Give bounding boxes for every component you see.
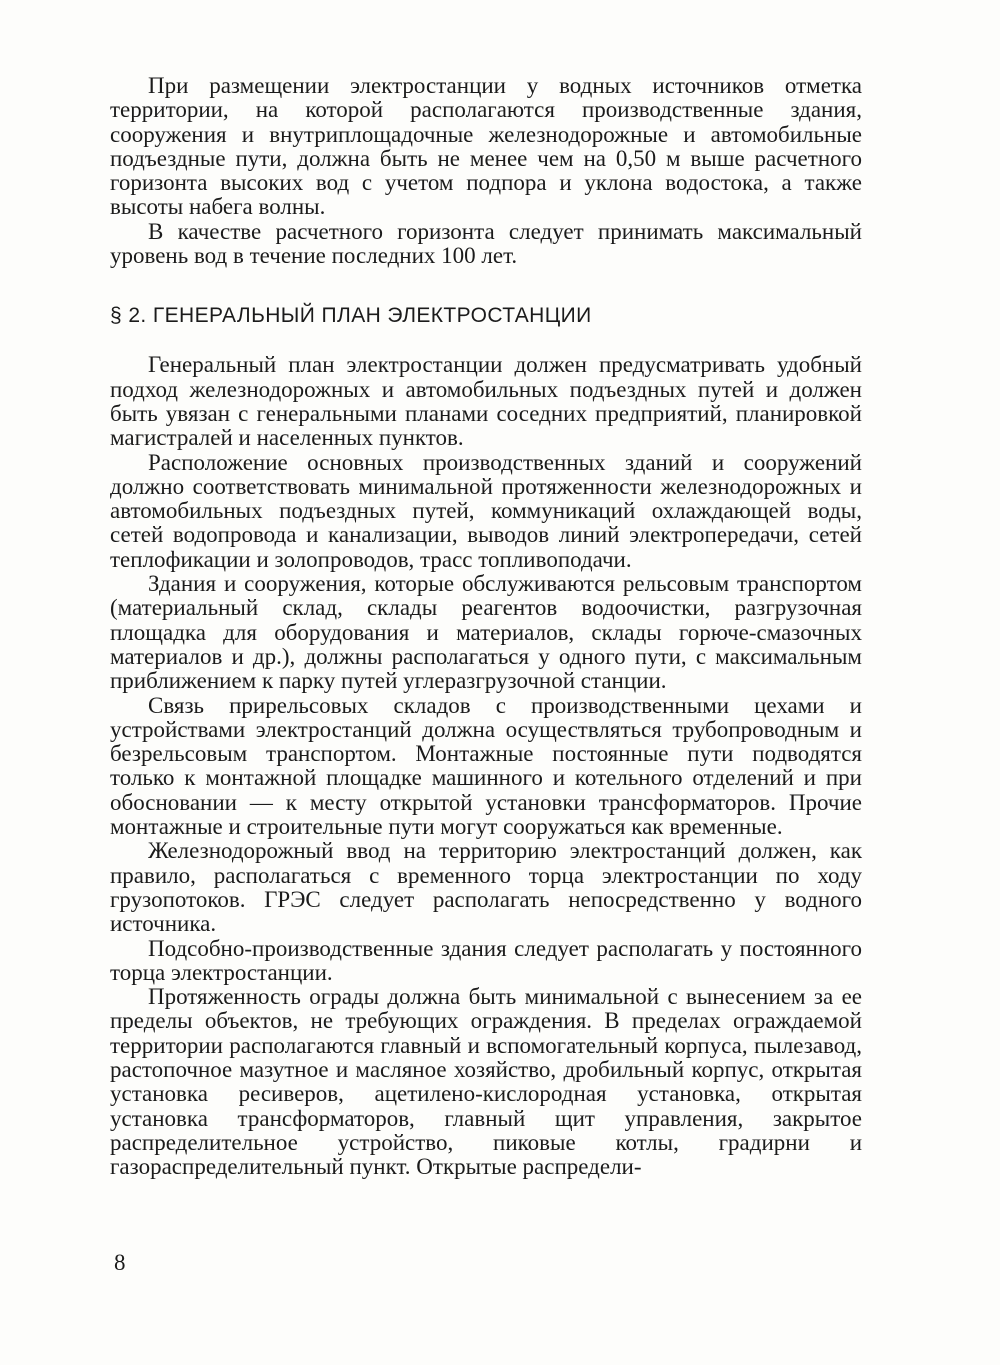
paragraph-auxiliary-buildings: Подсобно-производственные здания следует располагать у постоянного торца электростанции. [110, 935, 862, 985]
page-number: 8 [114, 1250, 126, 1275]
paragraph-general-plan: Генеральный план электростанции должен предусматривать удобный подход железнодорожных и автомобильных подъездных путей и должен быть увязан с генеральными планами соседних предприятий, планировкой магистралей и населенных пунктов. [110, 352, 862, 451]
paragraph-warehouse-connection: Связь прирельсовых складов с производственными цехами и устройствами электростанций должна осуществляться трубопроводным и безрельсовым транспортом. Монтажные постоянные пути подводятся только к монтажной площадке машинного и котельного отделений и при обосновании — к месту открытой установки трансформаторов. Прочие монтажные и строительные пути могут сооружаться как временные. [110, 692, 862, 840]
paragraph-rail-served-buildings: Здания и сооружения, которые обслуживаются рельсовым транспортом (материальный склад, склады реагентов водоочистки, разгрузочная площадка для оборудования и материалов, склады горюче-смазочных материалов и др.), должны располагаться у одного пути, с максимальным приближением к парку путей углеразгрузочной станции. [110, 571, 862, 694]
text-column [110, 74, 862, 1179]
paragraph-railway-entry: Железнодорожный ввод на территорию электростанций должен, как правило, располагаться с временного торца электростанции по ходу грузопотоков. ГРЭС следует располагать непосредственно у водного источника. [110, 838, 862, 937]
paragraph-site-elevation: При размещении электростанции у водных источников отметка территории, на которой располагаются производственные здания, сооружения и внутриплощадочные железнодорожные и автомобильные подъездные пути, должна быть не менее чем на 0,50 м выше расчетного горизонта высоких вод с учетом подпора и уклона водостока, а также высоты набега волны. [110, 73, 862, 220]
paragraph-building-layout: Расположение основных производственных зданий и сооружений должно соответствовать минимальной протяженности железнодорожных и автомобильных подъездных путей, коммуникаций охлаждающей воды, сетей водопровода и канализации, выводов линий электропередачи, сетей теплофикации и золопроводов, трасс топливоподачи. [110, 449, 862, 572]
section-heading: § 2. ГЕНЕРАЛЬНЫЙ ПЛАН ЭЛЕКТРОСТАНЦИИ [110, 304, 592, 328]
paragraph-fence-extent: Протяженность ограды должна быть минимальной с вынесением за ее пределы объектов, не требующих ограждения. В пределах ограждаемой территории располагаются главный и вспомогательный корпуса, пылезавод, растопочное мазутное и масляное хозяйство, дробильный корпус, открытая установка ресиверов, ацетилено-кислородная установка, открытая установка трансформаторов, главный щит управления, закрытое распределительное устройство, пиковые котлы, градирни и газораспределительный пункт. Открытые распредели- [110, 984, 862, 1180]
paragraph-design-flood-level: В качестве расчетного горизонта следует принимать максимальный уровень вод в течение последних 100 лет. [110, 218, 862, 269]
